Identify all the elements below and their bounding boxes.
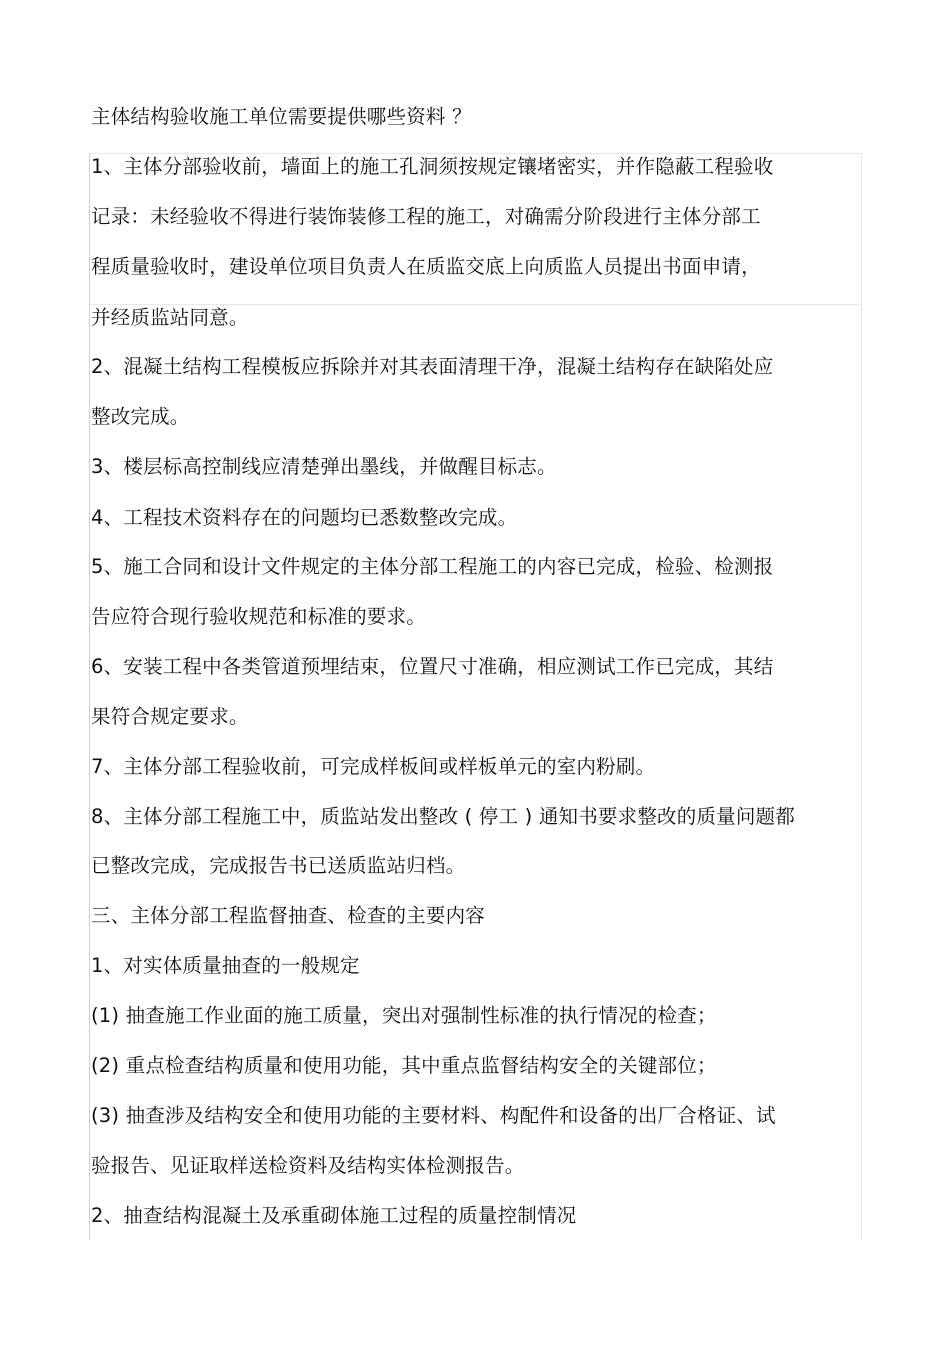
text-line: 7、主体分部工程验收前，可完成样板间或样板单元的室内粉刷。	[91, 755, 656, 778]
text-line: 2、混凝土结构工程模板应拆除并对其表面清理干净，混凝土结构存在缺陷处应	[91, 355, 774, 378]
text-line: 整改完成。	[91, 405, 190, 428]
text-line: 记录：未经验收不得进行装饰装修工程的施工，对确需分阶段进行主体分部工	[91, 205, 761, 228]
section-heading: 三、主体分部工程监督抽查、检查的主要内容	[91, 904, 486, 927]
text-line: (1) 抽查施工作业面的施工质量，突出对强制性标准的执行情况的检查；	[91, 1004, 717, 1027]
text-line: 6、安装工程中各类管道预埋结束，位置尺寸准确，相应测试工作已完成，其结	[91, 655, 774, 678]
text-line: 并经质监站同意。	[91, 306, 249, 329]
text-line: 8、主体分部工程施工中，质监站发出整改 ( 停工 ) 通知书要求整改的质量问题都	[91, 805, 795, 828]
document-title: 主体结构验收施工单位需要提供哪些资料 ？	[91, 105, 472, 128]
text-line: 5、施工合同和设计文件规定的主体分部工程施工的内容已完成，检验、检测报	[91, 555, 774, 578]
text-line: 程质量验收时，建设单位项目负责人在质监交底上向质监人员提出书面申请，	[91, 255, 761, 278]
text-line: 1、主体分部验收前，墙面上的施工孔洞须按规定镶堵密实，并作隐蔽工程验收	[91, 155, 774, 178]
text-line: 验报告、见证取样送检资料及结构实体检测报告。	[91, 1154, 525, 1177]
text-line: 3、楼层标高控制线应清楚弹出墨线，并做醒目标志。	[91, 455, 557, 478]
text-line: 告应符合现行验收规范和标准的要求。	[91, 605, 426, 628]
text-line: 已整改完成，完成报告书已送质监站归档。	[91, 854, 466, 877]
text-line: 果符合规定要求。	[91, 705, 249, 728]
text-line: 4、工程技术资料存在的问题均已悉数整改完成。	[91, 506, 518, 529]
subsection-heading: 1、对实体质量抽查的一般规定	[91, 954, 360, 977]
text-line: (2) 重点检查结构质量和使用功能，其中重点监督结构安全的关键部位；	[91, 1054, 717, 1077]
text-line: (3) 抽查涉及结构安全和使用功能的主要材料、构配件和设备的出厂合格证、试	[91, 1104, 776, 1127]
subsection-heading: 2、抽查结构混凝土及承重砌体施工过程的质量控制情况	[91, 1204, 577, 1227]
